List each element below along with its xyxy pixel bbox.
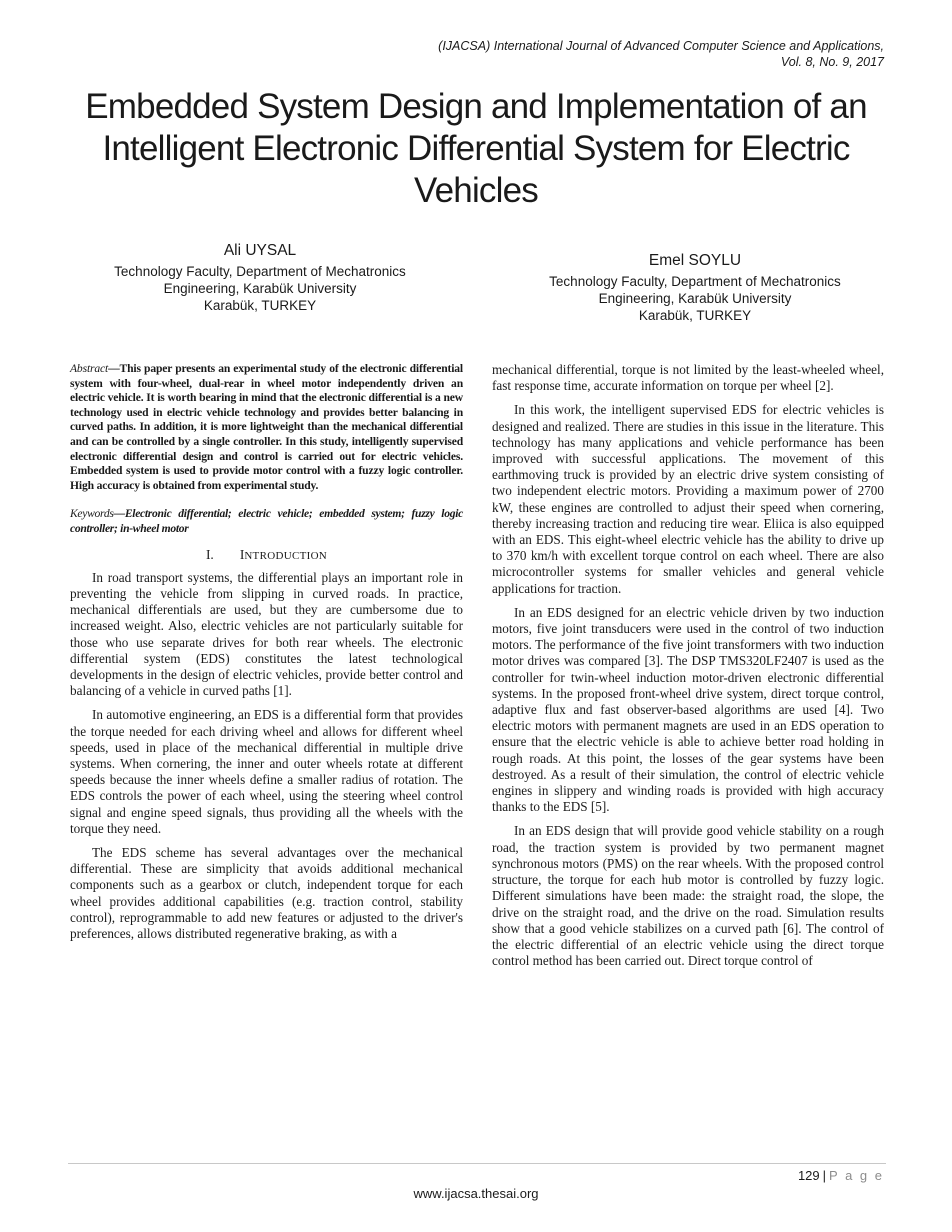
left-column <box>70 362 463 950</box>
keywords <box>70 507 463 536</box>
paragraph: In automotive engineering, an EDS is a differential form that provides the torque needed for each driving wheel and allows for different wheel speeds, used in place of the mechanical differential in multiple drive systems. When cornering, the inner and outer wheels rotate at different speeds because the inner wheels define a smaller radius of rotation. The EDS controls the power of each wheel, using the steering wheel control signal and engine speed signals, thus providing all the wheels with the torque they need. <box>70 707 463 836</box>
section-title-rest: NTRODUCTION <box>244 549 328 562</box>
paragraph: The EDS scheme has several advantages over the mechanical differential. These are simplicity that avoids additional mechanical components such as a gearbox or clutch, independent torque for each wheel provides additional capabilities (e.g. traction control, stability control), reprogrammable to add new features or adjusted to the driver's preferences, allows distributed regenerative braking, as with a <box>70 844 463 941</box>
paper-title: Embedded System Design and Implementation of an Intelligent Electronic Differential System for Electric Vehicles <box>85 87 867 210</box>
keywords-text: Electronic differential; electric vehicle; embedded system; fuzzy logic controller; in-wheel motor <box>70 507 463 535</box>
author-affiliation: Engineering, Karabük University <box>163 281 357 296</box>
paragraph: In an EDS designed for an electric vehicle driven by two induction motors, five joint transducers were used in the control of two induction motors. The performance of the five joint transformers with two induction motor drives was compared [3]. The DSP TMS320LF2407 is used as the controller for twin-wheel induction motor-driven electronic differential systems. In the proposed front-wheel drive system, direct torque control, adaptive flux and fast observer-based algorithms are used [4]. Two electric motors with permanent magnets are used in an EDS operation to ensure that the electric vehicle is able to achieve better road holding in rough roads. At this point, the losses of the gear systems have been destroyed. As a result of their simulation, the control of electric vehicle engines in slippery and winding roads is provided with high accuracy thanks to the EDS [5]. <box>492 604 884 815</box>
keywords-label: Keywords <box>70 507 114 521</box>
paragraph: In this work, the intelligent supervised EDS for electric vehicles is designed and realized. There are studies in this issue in the literature. This technology has many applications and vehicle performance has been improved with successful applications. The movement of this earthmoving truck is provided by an electric drive system consisting of two independent electric motors. Providing a maximum power of 2700 kW, these engines are controlled to adjust their speed when cornering, thereby increasing traction and reducing tire wear. Eliica is also equipped with an EDS. This eight-wheel electric vehicle has the ability to drive up to 370 km/h with excellent torque control on each wheel. There are also microcontroller systems for smaller vehicles and general vehicle applications for traction. <box>492 402 884 596</box>
keywords-dash: — <box>113 507 125 521</box>
author-block-1 <box>92 242 428 314</box>
page-label: P a g e <box>829 1168 884 1183</box>
author-affiliation: Technology Faculty, Department of Mechatronics <box>549 274 841 289</box>
abstract-label: Abstract <box>70 362 109 375</box>
page-separator: | <box>822 1168 827 1183</box>
section-number: I. <box>205 546 214 562</box>
author-affiliation: Karabük, TURKEY <box>638 308 752 323</box>
journal-header <box>438 38 884 70</box>
author-affiliation: Engineering, Karabük University <box>598 291 792 306</box>
journal-url[interactable]: www.ijacsa.thesai.org <box>413 1186 539 1201</box>
footer-divider <box>68 1163 886 1164</box>
paragraph-continuation: mechanical differential, torque is not limited by the least-wheeled wheel, fast response time, accurate information on torque per wheel [2]. <box>492 362 884 394</box>
abstract-text: This paper presents an experimental study of the electronic differential system with four-wheel, dual-rear in wheel motor independently driven an electric vehicle. It is worth bearing in mind that the electronic differential is a new technology used in electric vehicle technology and provides better balancing in curved paths. In addition, it is more lightweight than the mechanical differential and can be controlled by a single controller. In this study, intelligently supervised electronic differential design and control is carried out for electric vehicles. Embedded system is used to provide motor control with a fuzzy logic controller. High accuracy is obtained from experimental study. <box>70 362 463 492</box>
author-name: Emel SOYLU <box>648 252 742 269</box>
paragraph: In an EDS design that will provide good vehicle stability on a rough road, the traction system is provided by two permanent magnet synchronous motors (PMS) on the rear wheels. With the proposed control structure, the torque for each hub motor is controlled by fuzzy logic. Different simulations have been made: the straight road, the slope, the drive on the straight road, and the drive on the road. Simulation results show that a good vehicle stabilizes on a curved path [6]. The control of the electric differential of an electric vehicle using the direct torque control method has been carried out. Direct torque control of <box>492 823 884 969</box>
page-number <box>798 1168 884 1183</box>
section-title-initial: I <box>239 546 245 562</box>
abstract-dash: — <box>108 362 120 375</box>
journal-volume: Vol. 8, No. 9, 2017 <box>780 55 884 69</box>
page-number-value: 129 <box>797 1168 820 1183</box>
author-affiliation: Technology Faculty, Department of Mechatronics <box>114 264 406 279</box>
journal-name: (IJACSA) International Journal of Advanced Computer Science and Applications, <box>438 39 884 53</box>
author-name: Ali UYSAL <box>223 242 297 259</box>
author-block-2 <box>522 252 868 324</box>
section-heading <box>70 547 463 564</box>
right-column <box>492 362 884 977</box>
author-affiliation: Karabük, TURKEY <box>203 298 317 313</box>
paragraph: In road transport systems, the differential plays an important role in preventing the vehicle from slipping in curved roads. In practice, mechanical differentials are used, but they are cumbersome due to increased weight. Also, electric vehicles are not particularly suitable for those who use separate drives for both rear wheels. The electronic differential system (EDS) constitutes the latest technological developments in the design of electric vehicles, provide better control and balancing of a vehicle in curved paths [1]. <box>70 569 463 699</box>
abstract <box>70 362 463 493</box>
